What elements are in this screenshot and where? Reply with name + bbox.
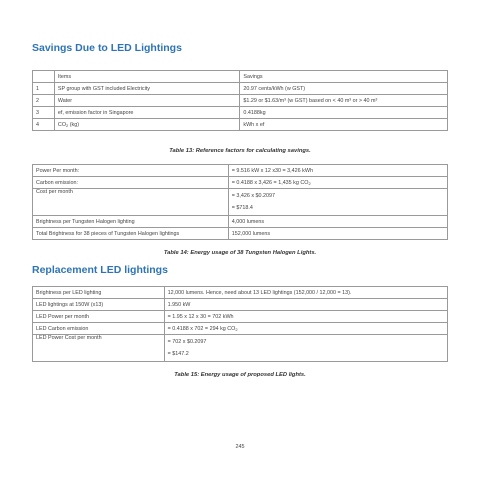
table-row	[33, 71, 448, 83]
table-cell: 4	[33, 119, 55, 131]
table-cell: LED lightings at 150W (x13)	[33, 299, 165, 311]
table-cell: $1.29 or $1.63/m³ (w GST) based on < 40 m³ or > 40 m³	[240, 95, 448, 107]
cost-formula: = 3,426 x $0.2097	[231, 193, 276, 199]
table-header-savings: Savings	[240, 71, 448, 83]
table-cell: 0.4188kg	[240, 107, 448, 119]
cost-formula: = 702 x $0.2097	[167, 339, 207, 345]
table-cell	[164, 323, 447, 335]
table-cell	[54, 119, 239, 131]
table-cell: 2	[33, 95, 55, 107]
table-cell: 20.97 cents/kWh (w GST)	[240, 83, 448, 95]
table-cell: 12,000 lumens. Hence, need about 13 LED lightings (152,000 / 12,000 = 13).	[164, 287, 447, 299]
table-cell: 1	[33, 83, 55, 95]
table-cell	[228, 189, 447, 216]
halogen-energy-table	[32, 164, 448, 240]
table-cell: Brightness per LED lighting	[33, 287, 165, 299]
table-cell: 4,000 lumens	[228, 216, 447, 228]
table-row	[33, 287, 448, 299]
reference-factors-table	[32, 70, 448, 131]
table-header-items: Items	[54, 71, 239, 83]
table-cell	[164, 335, 447, 362]
table-cell: Power Per month:	[33, 165, 229, 177]
page-heading-replacement: Replacement LED lightings	[32, 264, 168, 276]
table-cell: LED Carbon emission	[33, 323, 165, 335]
led-energy-table	[32, 286, 448, 362]
table-cell	[228, 177, 447, 189]
table-row	[33, 165, 448, 177]
subscript: 2	[308, 180, 311, 186]
cost-result: = $147.2	[167, 351, 189, 357]
table-cell: 1.950 kW	[164, 299, 447, 311]
table-cell: LED Power per month	[33, 311, 165, 323]
table-cell: ef, emission factor in Singapore	[54, 107, 239, 119]
table-row	[33, 228, 448, 240]
table-cell: Total Brightness for 38 pieces of Tungsten Halogen lightings	[33, 228, 229, 240]
subscript: 2	[235, 326, 238, 332]
page-number: 245	[235, 444, 245, 450]
unit-label: (kg)	[68, 121, 80, 128]
table-row	[33, 189, 448, 216]
table-row	[33, 107, 448, 119]
table-row	[33, 335, 448, 362]
table-15-caption: Table 15: Energy usage of proposed LED lights.	[174, 372, 306, 378]
table-cell: = 1.95 x 12 x 30 = 702 kWh	[164, 311, 447, 323]
page-heading-savings: Savings Due to LED Lightings	[32, 42, 182, 54]
table-row	[33, 83, 448, 95]
table-cell: SP group with GST included Electricity	[54, 83, 239, 95]
table-row	[33, 216, 448, 228]
table-cell: 3	[33, 107, 55, 119]
table-row	[33, 323, 448, 335]
carbon-value: = 0.4188 x 702 = 294 kg CO	[167, 325, 236, 332]
co2-label: CO	[57, 121, 67, 128]
table-cell: kWh x ef	[240, 119, 448, 131]
table-cell: Cost per month	[33, 189, 229, 216]
table-cell: Brightness per Tungsten Halogen lighting	[33, 216, 229, 228]
table-row	[33, 119, 448, 131]
table-cell: Carbon emission:	[33, 177, 229, 189]
cost-result: = $718.4	[231, 205, 253, 211]
table-row	[33, 177, 448, 189]
subscript: 2	[66, 122, 69, 128]
table-row	[33, 299, 448, 311]
table-row	[33, 95, 448, 107]
table-row	[33, 311, 448, 323]
table-cell: LED Power Cost per month	[33, 335, 165, 362]
table-13-caption: Table 13: Reference factors for calculating savings.	[169, 148, 311, 154]
table-cell	[33, 71, 55, 83]
table-14-caption: Table 14: Energy usage of 38 Tungsten Halogen Lights.	[163, 250, 317, 256]
carbon-value: = 0.4188 x 3,426 = 1,435 kg CO	[231, 179, 309, 186]
table-cell: 152,000 lumens	[228, 228, 447, 240]
table-cell: = 9.516 kW x 12 x30 = 3,426 kWh	[228, 165, 447, 177]
table-cell: Water	[54, 95, 239, 107]
